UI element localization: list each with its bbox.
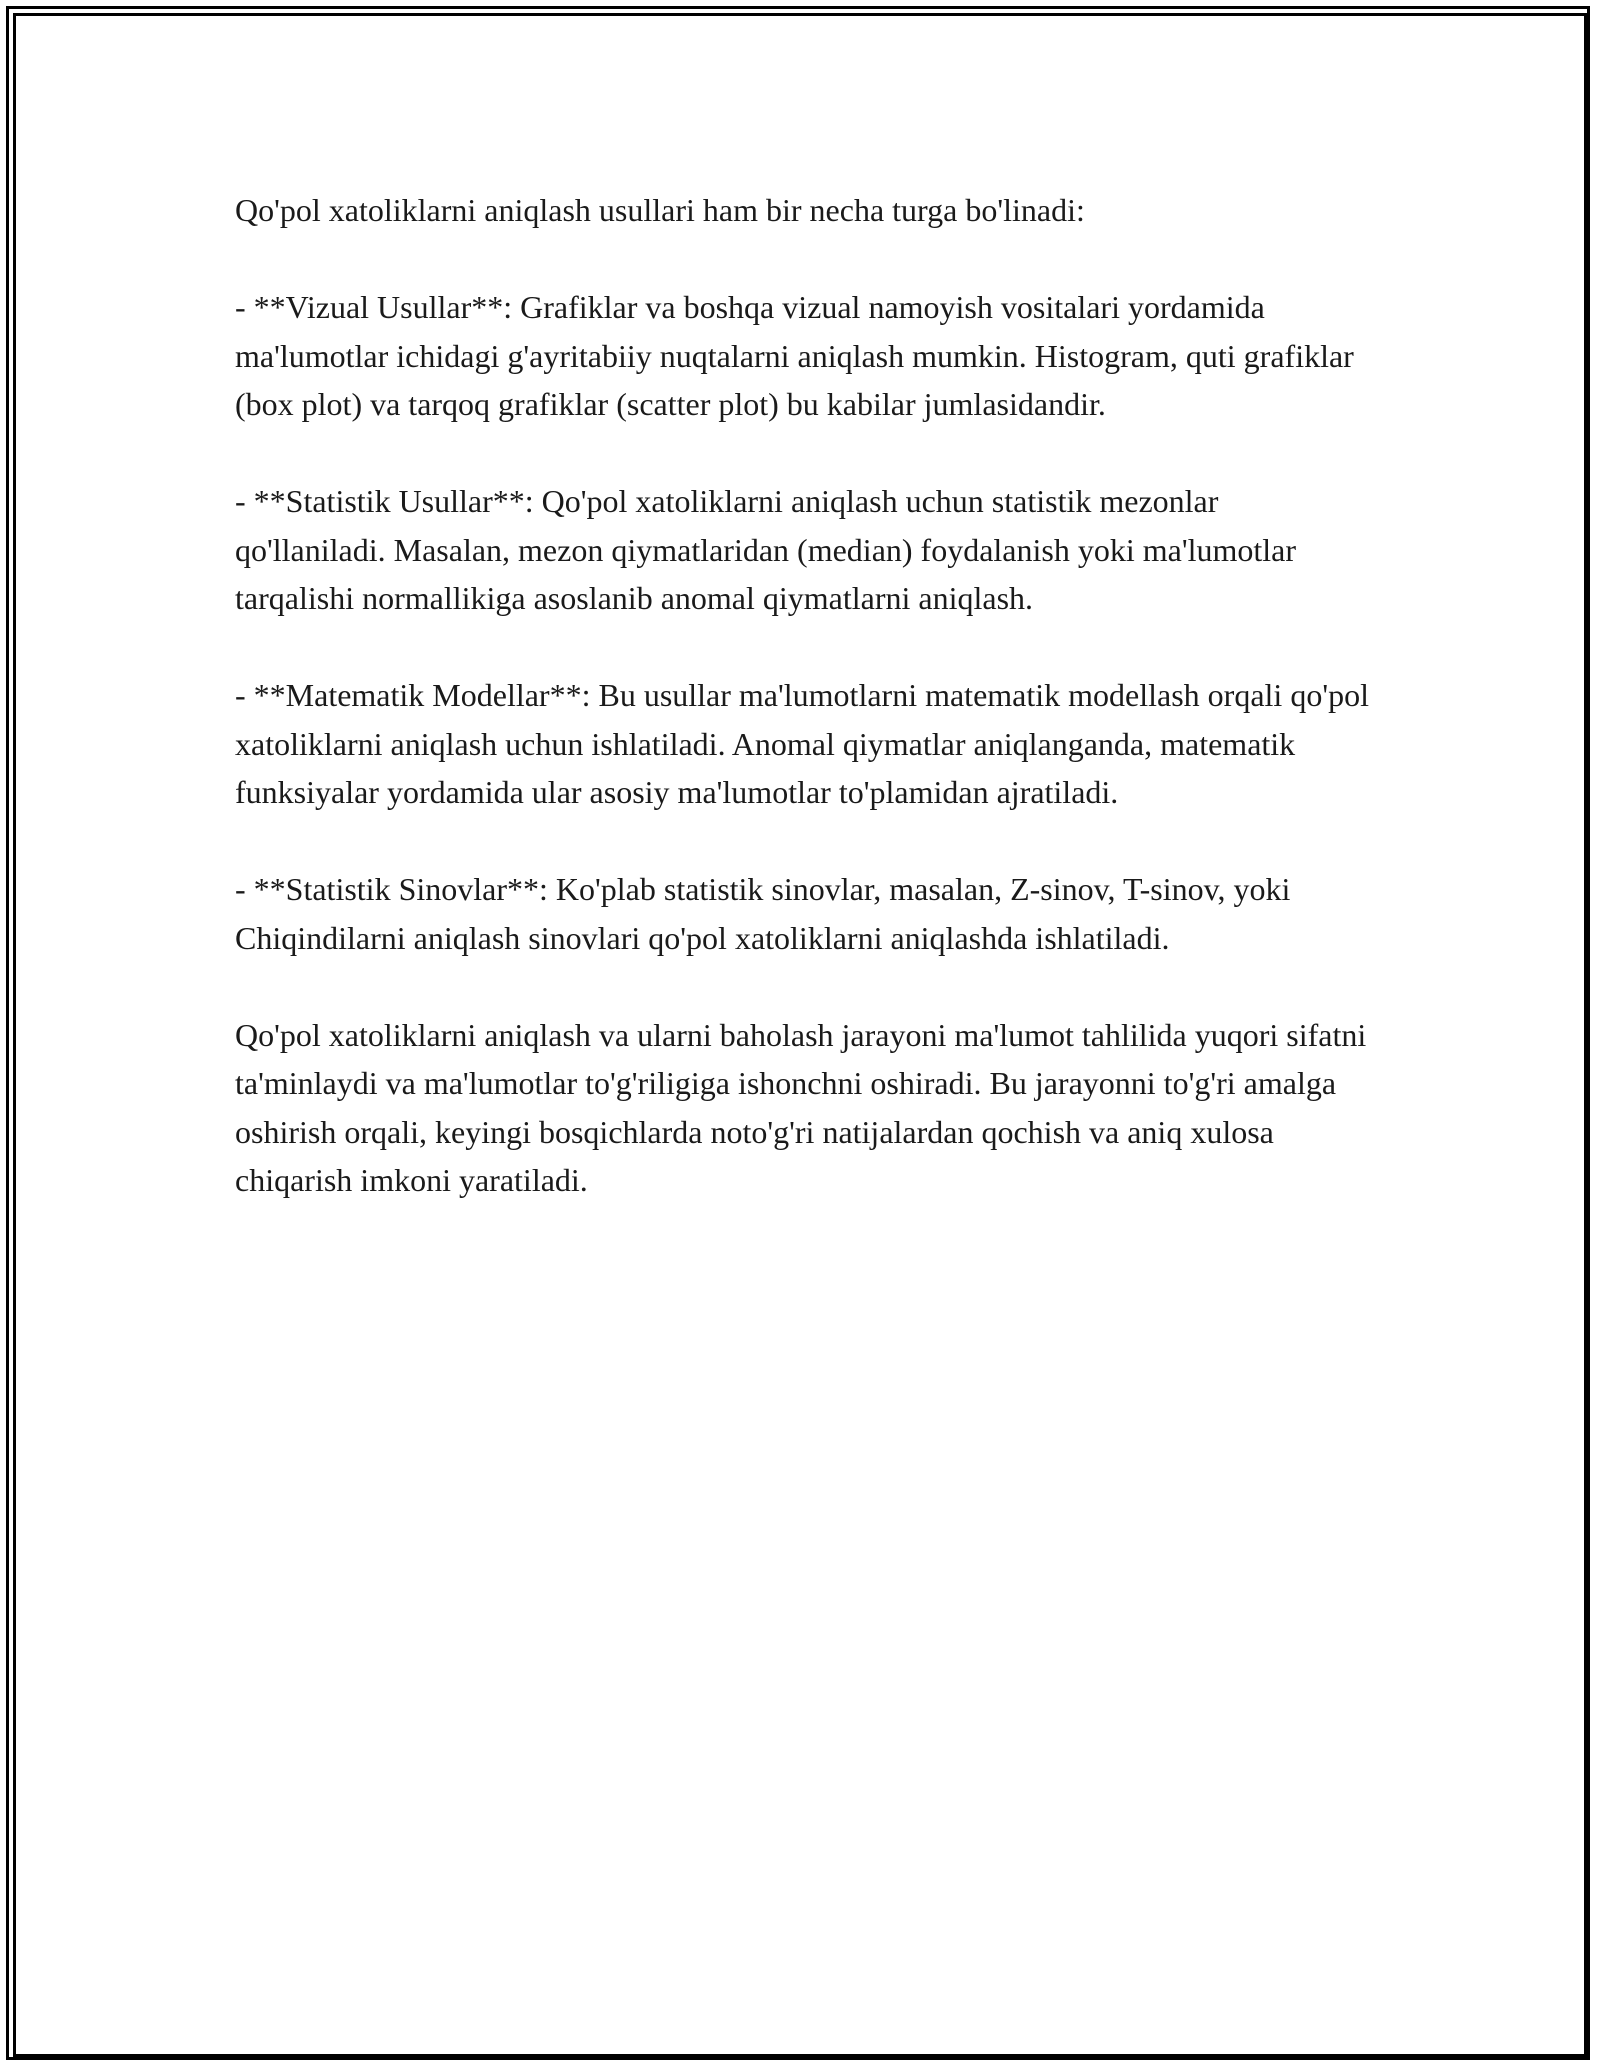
list-item-statistik-sinovlar: - **Statistik Sinovlar**: Ko'plab statistik sinovlar, masalan, Z-sinov, T-sinov, yoki Chiqindilarni aniqlash sinovlari qo'pol xatoliklarni aniqlashda ishlatiladi.	[235, 871, 1291, 956]
list-item-matematik-modellar: - **Matematik Modellar**: Bu usullar ma'lumotlarni matematik modellash orqali qo'pol xatoliklarni aniqlash uchun ishlatiladi. Anomal qiymatlar aniqlanganda, matematik funksiyalar yordamida ular asosiy ma'lumotlar to'plamidan ajratiladi.	[235, 677, 1369, 810]
document-body	[235, 186, 1375, 1205]
list-item-vizual-usullar: - **Vizual Usullar**: Grafiklar va boshqa vizual namoyish vositalari yordamida ma'lumotlar ichidagi g'ayritabiiy nuqtalarni aniqlash mumkin. Histogram, quti grafiklar (box plot) va tarqoq grafiklar (scatter plot) bu kabilar jumlasidandir.	[235, 289, 1354, 422]
intro-paragraph: Qo'pol xatoliklarni aniqlash usullari ham bir necha turga bo'linadi:	[235, 192, 1085, 228]
conclusion-paragraph: Qo'pol xatoliklarni aniqlash va ularni baholash jarayoni ma'lumot tahlilida yuqori sifatni ta'minlaydi va ma'lumotlar to'g'riligiga ishonchni oshiradi. Bu jarayonni to'g'ri amalga oshirish orqali, keyingi bosqichlarda noto'g'ri natijalardan qochish va aniq xulosa chiqarish imkoni yaratiladi.	[235, 1016, 1367, 1198]
list-item-statistik-usullar: - **Statistik Usullar**: Qo'pol xatoliklarni aniqlash uchun statistik mezonlar qo'llaniladi. Masalan, mezon qiymatlaridan (median) foydalanish yoki ma'lumotlar tarqalishi normallikiga asoslanib anomal qiymatlarni aniqlash.	[235, 483, 1297, 616]
